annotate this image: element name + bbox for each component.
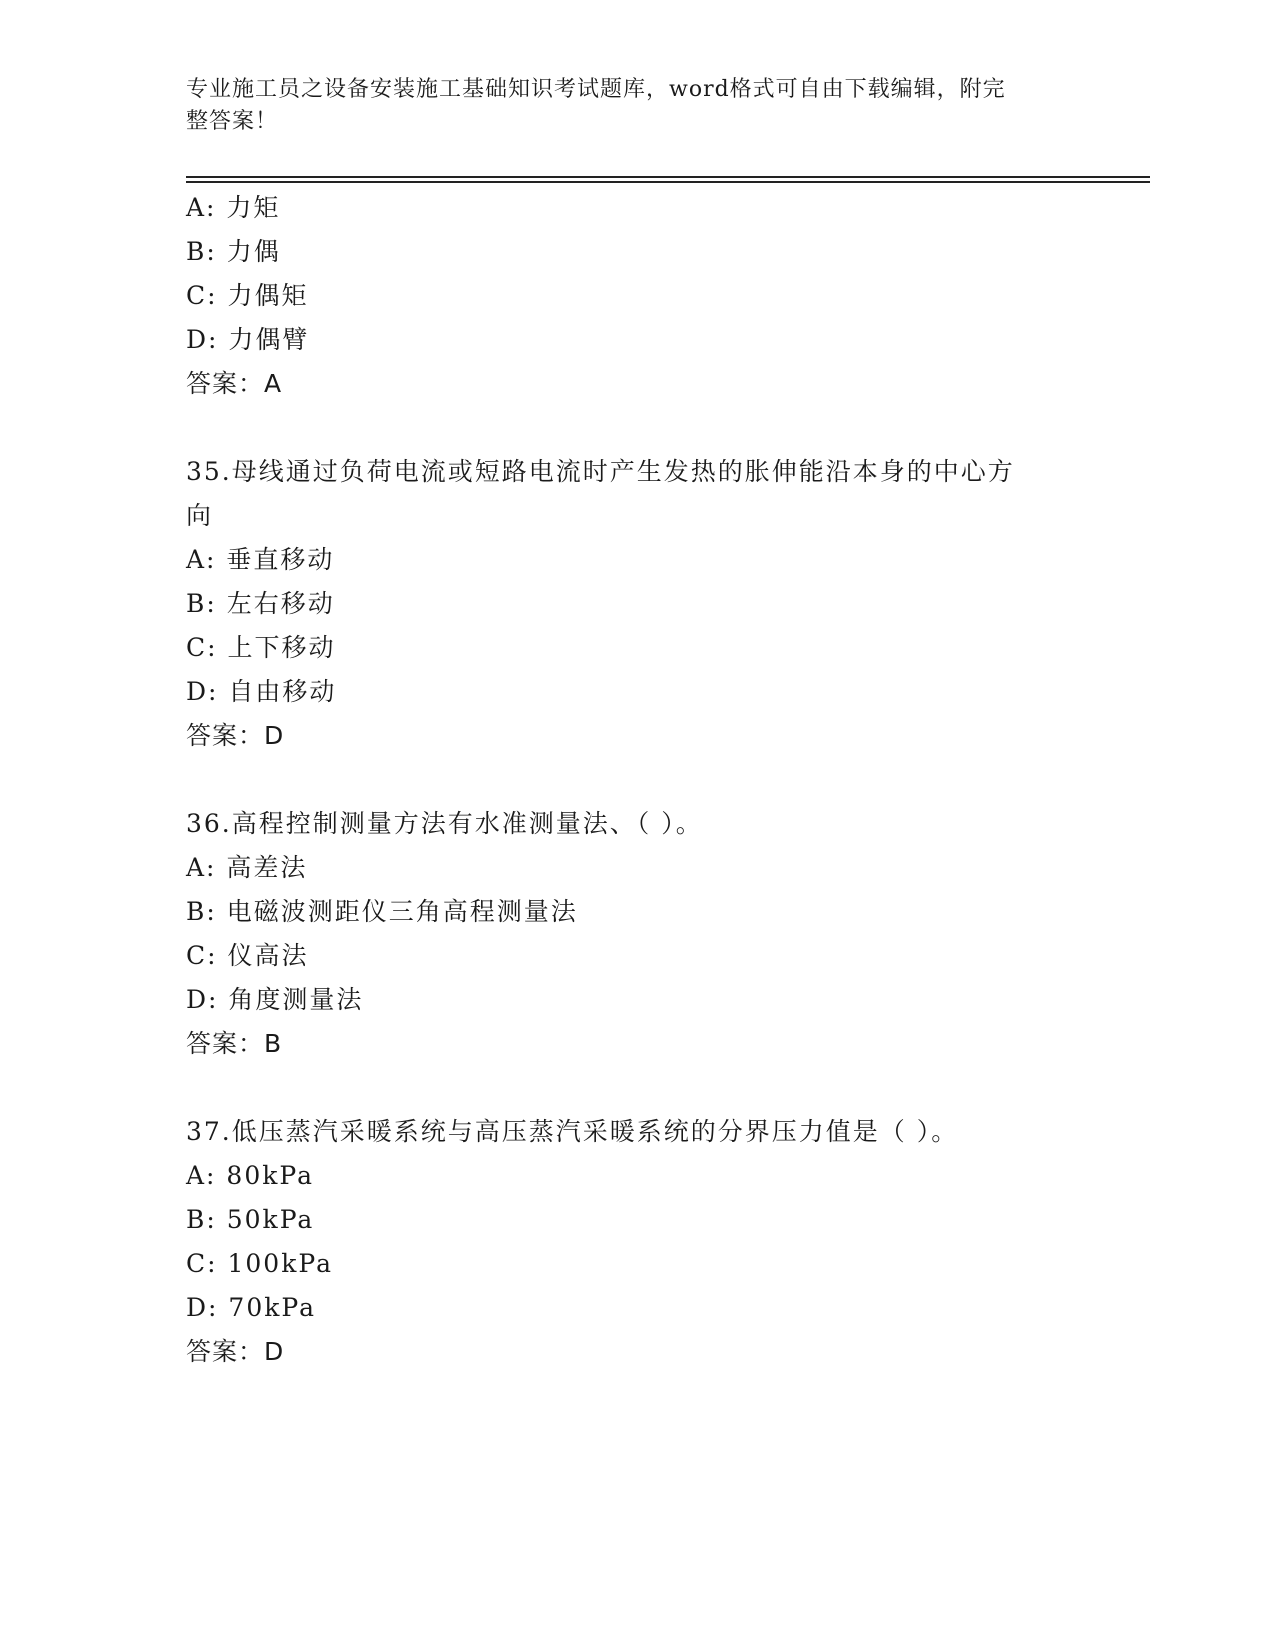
option-d: D: 力偶臂: [186, 325, 310, 354]
option-b: B: 50kPa: [186, 1205, 315, 1234]
question-text: 36.高程控制测量方法有水准测量法、（ ）。: [186, 809, 703, 838]
option-d: D: 70kPa: [186, 1293, 316, 1322]
option-a: A: 垂直移动: [186, 545, 335, 574]
answer: 答案：D: [186, 721, 285, 750]
option-a: A: 80kPa: [186, 1161, 314, 1190]
option-c: C: 仪高法: [186, 941, 309, 970]
answer: 答案：D: [186, 1337, 285, 1366]
option-d: D: 角度测量法: [186, 985, 364, 1014]
header-line-2: 整答案！: [186, 109, 279, 134]
option-b: B: 左右移动: [186, 589, 335, 618]
document-header: [186, 74, 1066, 138]
question-text-continued: 向: [186, 501, 214, 530]
option-c: C: 上下移动: [186, 633, 336, 662]
option-b: B: 力偶: [186, 237, 281, 266]
question-text: 37.低压蒸汽采暖系统与高压蒸汽采暖系统的分界压力值是（ ）。: [186, 1117, 959, 1146]
option-c: C: 力偶矩: [186, 281, 309, 310]
option-c: C: 100kPa: [186, 1249, 333, 1278]
question-text: 35.母线通过负荷电流或短路电流时产生发热的胀伸能沿本身的中心方: [186, 457, 1015, 486]
answer: 答案：B: [186, 1029, 283, 1058]
option-a: A: 高差法: [186, 853, 308, 882]
option-d: D: 自由移动: [186, 677, 337, 706]
option-a: A: 力矩: [186, 193, 281, 222]
header-line-1: 专业施工员之设备安装施工基础知识考试题库，word格式可自由下载编辑，附完: [186, 77, 1006, 102]
option-b: B: 电磁波测距仪三角高程测量法: [186, 897, 578, 926]
header-divider-bottom: [186, 181, 1150, 183]
header-divider-top: [186, 176, 1150, 178]
answer: 答案：A: [186, 369, 283, 398]
